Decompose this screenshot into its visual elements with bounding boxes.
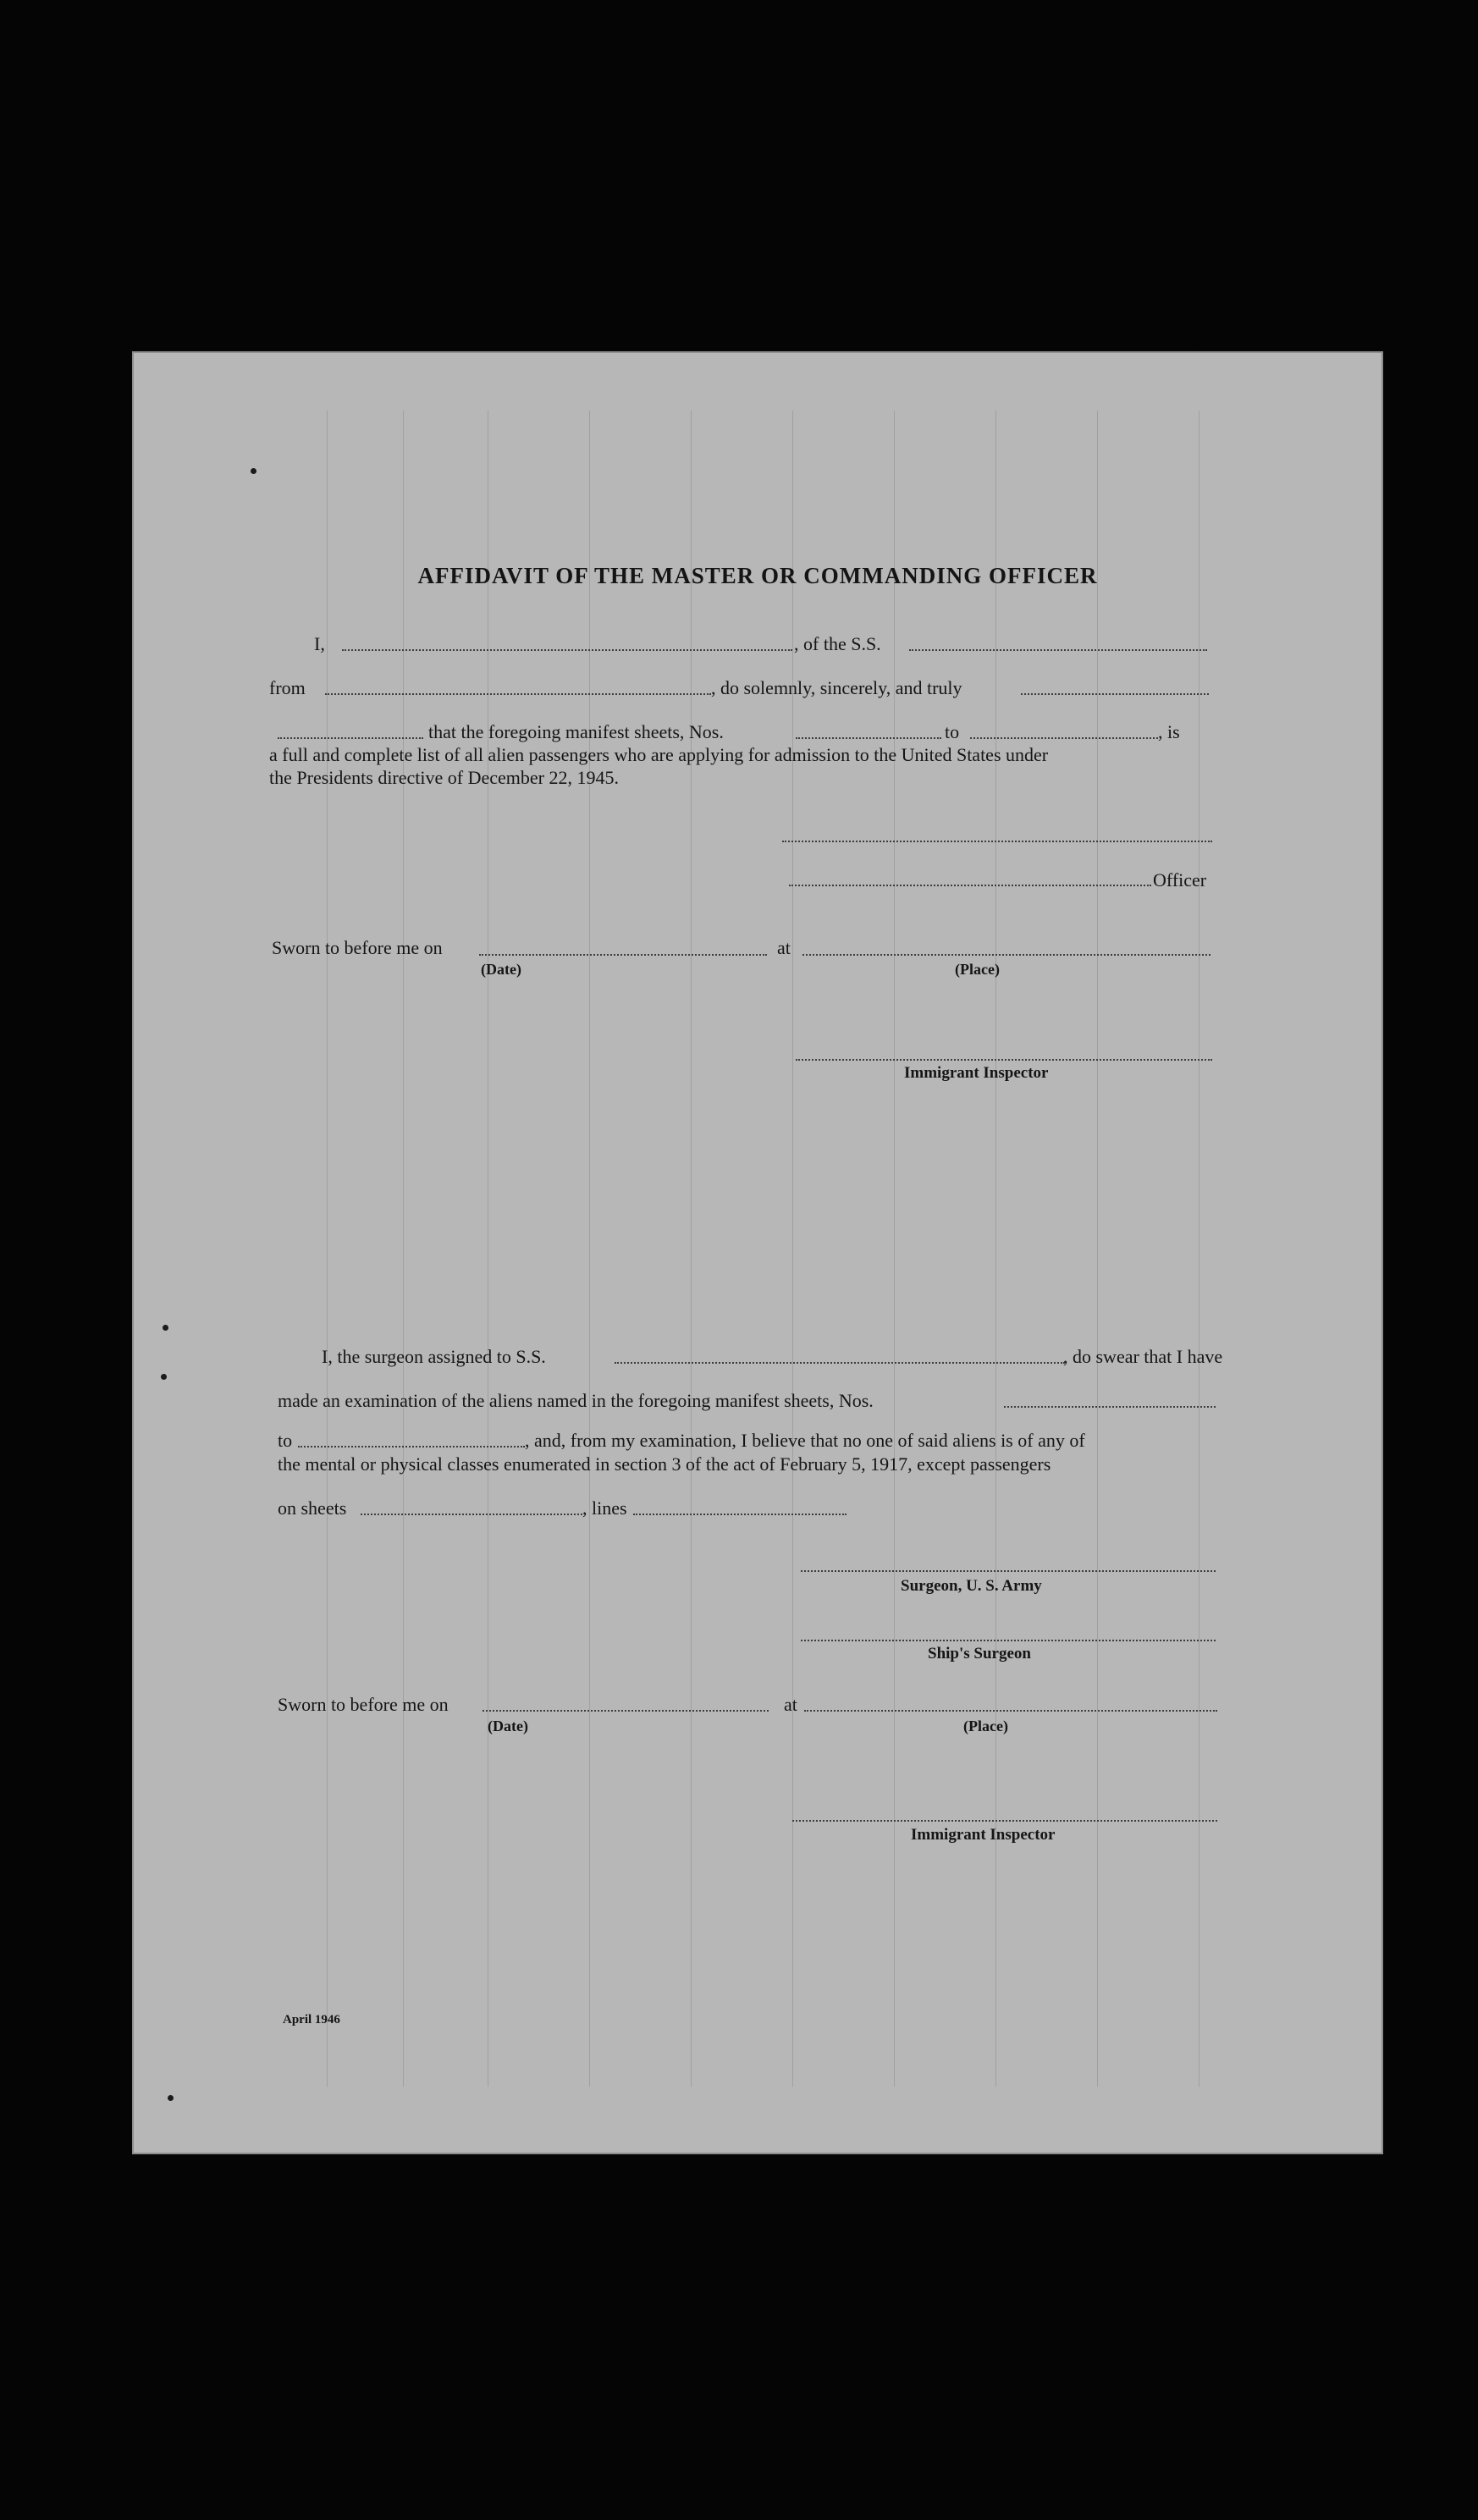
surgeon-to-label: to bbox=[278, 1430, 293, 1451]
ship-name-field[interactable] bbox=[909, 649, 1207, 651]
declaration-line: a full and complete list of all alien passengers who are applying for admission to the United States under bbox=[269, 744, 1049, 765]
place-caption: (Place) bbox=[955, 961, 1000, 978]
bleed-rule bbox=[691, 411, 692, 2087]
army-surgeon-caption: Surgeon, U. S. Army bbox=[901, 1577, 1042, 1595]
to-label: to bbox=[945, 721, 960, 742]
inspector-signature-line[interactable] bbox=[796, 1059, 1212, 1061]
master-name-field[interactable] bbox=[342, 649, 792, 651]
bleed-rule bbox=[792, 411, 793, 2087]
officer-signature-line-1[interactable] bbox=[782, 841, 1212, 842]
departure-port-field[interactable] bbox=[325, 693, 711, 695]
officer-label: Officer bbox=[1153, 869, 1207, 891]
affirmation-field[interactable] bbox=[1021, 693, 1209, 695]
surgeon-sworn-date-field[interactable] bbox=[483, 1710, 769, 1712]
exam-to-field[interactable] bbox=[298, 1446, 525, 1447]
form-date: April 1946 bbox=[283, 2013, 340, 2026]
bleed-rule bbox=[894, 411, 895, 2087]
officer-signature-line-2[interactable] bbox=[789, 885, 1151, 886]
except-sheets-field[interactable] bbox=[361, 1514, 582, 1515]
except-lines-field[interactable] bbox=[633, 1514, 847, 1515]
examination-result-text: , and, from my examination, I believe that no one of said aliens is of any of bbox=[525, 1430, 1085, 1451]
surgeon-inspector-caption: Immigrant Inspector bbox=[911, 1826, 1056, 1844]
punch-mark bbox=[161, 1374, 167, 1380]
classes-text: the mental or physical classes enumerated in section 3 of the act of February 5, 1917, except passengers bbox=[278, 1453, 1051, 1475]
examination-text: made an examination of the aliens named in the foregoing manifest sheets, Nos. bbox=[278, 1390, 874, 1411]
surgeon-swear-text: , do swear that I have bbox=[1063, 1346, 1223, 1367]
lines-label: , lines bbox=[582, 1497, 627, 1519]
punch-mark bbox=[251, 468, 256, 474]
bleed-through-background bbox=[132, 351, 1383, 2154]
punch-mark bbox=[163, 1325, 168, 1331]
surgeon-ship-field[interactable] bbox=[615, 1362, 1065, 1364]
bleed-rule bbox=[403, 411, 404, 2087]
is-label: , is bbox=[1158, 721, 1180, 742]
bleed-rule bbox=[327, 411, 328, 2087]
from-label: from bbox=[269, 677, 306, 698]
bleed-rule bbox=[1097, 411, 1098, 2087]
army-surgeon-signature-line[interactable] bbox=[801, 1570, 1216, 1572]
surgeon-inspector-signature-line[interactable] bbox=[792, 1820, 1217, 1822]
surgeon-at-label: at bbox=[784, 1694, 797, 1715]
surgeon-intro: I, the surgeon assigned to S.S. bbox=[322, 1346, 546, 1367]
sheet-from-field[interactable] bbox=[796, 737, 941, 739]
surgeon-place-caption: (Place) bbox=[963, 1718, 1008, 1734]
surgeon-date-caption: (Date) bbox=[488, 1718, 528, 1734]
ship-label: , of the S.S. bbox=[794, 633, 881, 654]
solemn-text: , do solemnly, sincerely, and truly bbox=[711, 677, 962, 698]
exam-sheets-field[interactable] bbox=[1004, 1406, 1216, 1408]
date-caption: (Date) bbox=[481, 961, 521, 978]
ships-surgeon-caption: Ship's Surgeon bbox=[928, 1645, 1031, 1663]
sheets-label: on sheets bbox=[278, 1497, 347, 1519]
directive-line: the Presidents directive of December 22, 1945. bbox=[269, 767, 619, 788]
sworn-date-field[interactable] bbox=[479, 954, 767, 956]
inspector-caption: Immigrant Inspector bbox=[904, 1064, 1049, 1082]
punch-mark bbox=[168, 2095, 174, 2101]
manifest-sheets-text: that the foregoing manifest sheets, Nos. bbox=[428, 721, 724, 742]
surgeon-sworn-label: Sworn to before me on bbox=[278, 1694, 449, 1715]
sheet-to-field[interactable] bbox=[970, 737, 1158, 739]
at-label: at bbox=[777, 937, 791, 958]
affidavit-title: AFFIDAVIT OF THE MASTER OR COMMANDING OFFICER bbox=[417, 563, 1098, 588]
bleed-rule bbox=[589, 411, 590, 2087]
sworn-place-field[interactable] bbox=[802, 954, 1211, 956]
affirmation-continued-field[interactable] bbox=[278, 737, 423, 739]
affidavit-i-label: I, bbox=[314, 633, 325, 654]
form-page bbox=[132, 351, 1383, 2154]
sworn-label: Sworn to before me on bbox=[272, 937, 443, 958]
surgeon-sworn-place-field[interactable] bbox=[804, 1710, 1217, 1712]
ships-surgeon-signature-line[interactable] bbox=[801, 1640, 1216, 1641]
